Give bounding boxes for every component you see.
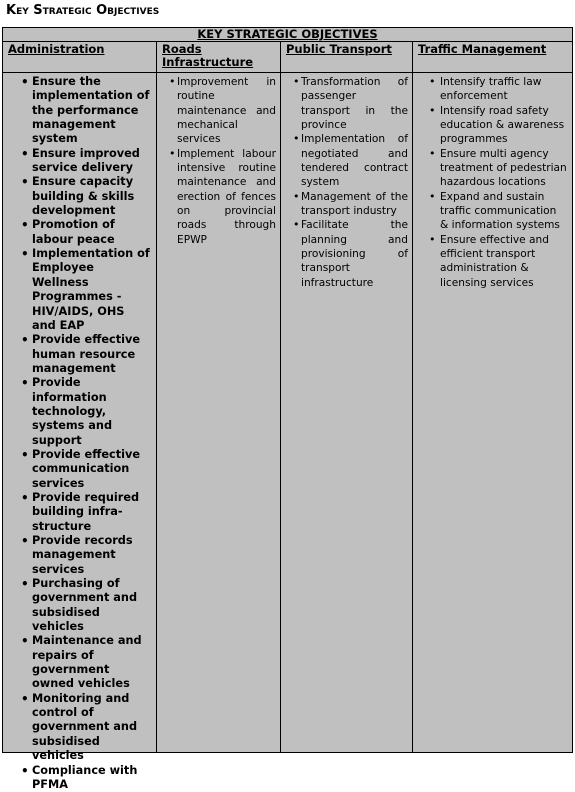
column-header-roads-infrastructure: Roads Infrastructure xyxy=(157,42,280,73)
list-item: • Intensify traffic law enforcement xyxy=(413,75,572,104)
document-title: Key Strategic Objectives xyxy=(6,3,159,18)
list-item: • Implementation of Employee Wellness Programmes - HIV/AIDS, OHS and EAP xyxy=(3,247,156,333)
list-item: • Management of the transport industry xyxy=(281,190,412,219)
list-item: • Facilitate the planning and provisioning of transport infrastructure xyxy=(281,218,412,290)
roads-infrastructure-list xyxy=(157,75,280,247)
column-header-traffic-management: Traffic Management xyxy=(413,42,572,73)
list-item: • Provide information technology, systems and support xyxy=(3,376,156,448)
column-header-administration: Administration xyxy=(3,42,156,73)
list-item: • Ensure multi agency treatment of pedestrian hazardous locations xyxy=(413,147,572,190)
column-header-public-transport: Public Transport xyxy=(281,42,412,73)
list-item: • Implement labour intensive routine maintenance and erection of fences on provincial roads through EPWP xyxy=(157,147,280,247)
list-item: • Provide required building infra-structure xyxy=(3,491,156,534)
public-transport-list xyxy=(281,75,412,290)
list-item: • Promotion of labour peace xyxy=(3,218,156,247)
list-item: • Ensure effective and efficient transport administration & licensing services xyxy=(413,233,572,290)
list-item: • Purchasing of government and subsidised vehicles xyxy=(3,577,156,634)
list-item: • Provide records management services xyxy=(3,534,156,577)
column-public-transport xyxy=(281,42,413,752)
column-administration xyxy=(3,42,157,752)
list-item: • Improvement in routine maintenance and mechanical services xyxy=(157,75,280,147)
table-caption: KEY STRATEGIC OBJECTIVES xyxy=(3,28,572,42)
list-item: • Ensure the implementation of the performance management system xyxy=(3,75,156,147)
list-item: • Maintenance and repairs of government owned vehicles xyxy=(3,634,156,691)
list-item: • Ensure capacity building & skills development xyxy=(3,175,156,218)
list-item: • Provide effective human resource management xyxy=(3,333,156,376)
traffic-management-list xyxy=(413,75,572,290)
list-item: • Expand and sustain traffic communication & information systems xyxy=(413,190,572,233)
column-traffic-management xyxy=(413,42,572,752)
list-item: • Intensify road safety education & awareness programmes xyxy=(413,104,572,147)
column-roads-infrastructure xyxy=(157,42,281,752)
list-item: • Ensure improved service delivery xyxy=(3,147,156,176)
strategic-objectives-table xyxy=(2,27,573,753)
list-item: • Implementation of negotiated and tendered contract system xyxy=(281,132,412,189)
administration-list xyxy=(3,75,156,792)
list-item: • Compliance with PFMA xyxy=(3,764,156,792)
list-item: • Provide effective communication services xyxy=(3,448,156,491)
list-item: • Transformation of passenger transport in the province xyxy=(281,75,412,132)
list-item: • Monitoring and control of government and subsidised vehicles xyxy=(3,692,156,764)
